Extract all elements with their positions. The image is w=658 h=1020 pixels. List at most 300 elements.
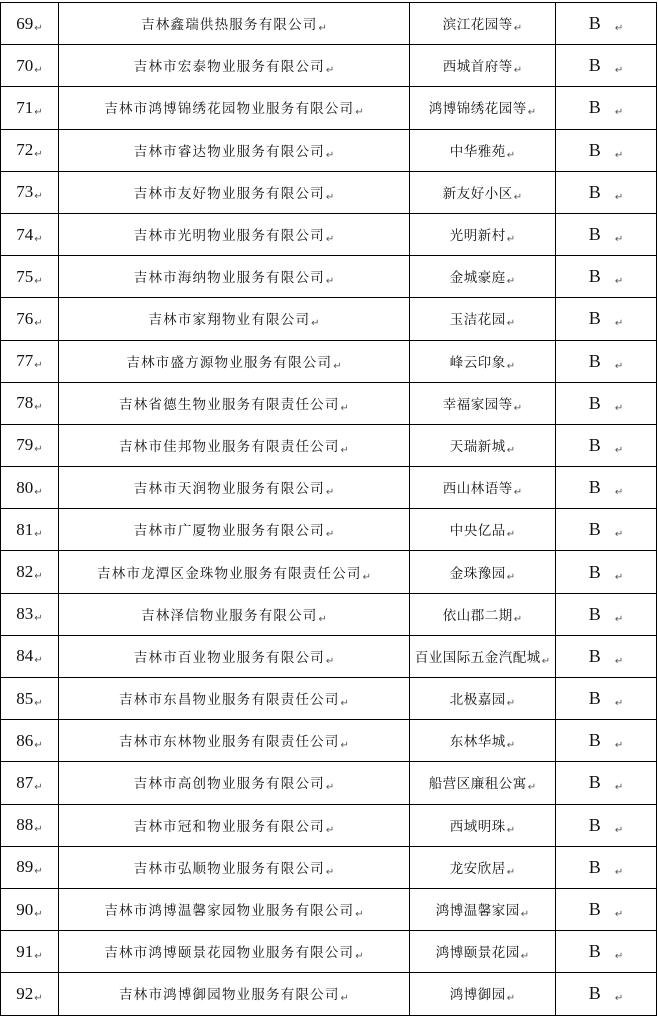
table-row [1, 846, 657, 888]
paragraph-mark-icon: ↵ [506, 866, 516, 878]
project-name-cell [410, 762, 556, 804]
paragraph-mark-icon: ↵ [520, 909, 530, 921]
grade-text-wrap [589, 604, 623, 625]
grade-text: B [588, 55, 601, 76]
row-number-text-wrap [16, 562, 42, 581]
grade-text: B [588, 181, 601, 202]
row-number-text-wrap [16, 435, 42, 454]
company-name-cell [59, 213, 410, 255]
company-name-text: 吉林市佳邦物业服务有限责任公司 [119, 438, 340, 455]
row-number-text-wrap [16, 689, 42, 708]
grade-text: B [588, 688, 601, 709]
grade-text-wrap [589, 13, 623, 34]
table-row [1, 382, 657, 424]
paragraph-mark-icon: ↵ [614, 487, 624, 499]
project-name-cell [410, 888, 556, 930]
project-name-text: 玉洁花园 [449, 312, 506, 329]
row-number-cell [1, 804, 59, 846]
paragraph-mark-icon: ↵ [34, 275, 43, 287]
company-name-cell [59, 129, 410, 171]
grade-text-wrap [589, 140, 623, 161]
row-number-text: 86 [16, 730, 34, 750]
grade-text: B [588, 266, 601, 287]
paragraph-mark-icon: ↵ [34, 22, 43, 34]
grade-text-wrap [589, 899, 623, 920]
project-name-cell [410, 3, 556, 45]
grade-text-wrap [589, 351, 623, 372]
row-number-cell [1, 424, 59, 466]
company-name-text: 吉林市鸿博颐景花园物业服务有限公司 [104, 945, 355, 962]
table-body [1, 3, 657, 1016]
grade-text: B [588, 477, 601, 498]
grade-text: B [588, 603, 601, 624]
project-name-cell [410, 256, 556, 298]
row-number-cell [1, 846, 59, 888]
paragraph-mark-icon: ↵ [520, 951, 530, 963]
row-number-text: 90 [16, 899, 34, 919]
table-row [1, 424, 657, 466]
paragraph-mark-icon: ↵ [34, 106, 43, 118]
paragraph-mark-icon: ↵ [34, 908, 43, 920]
table-row [1, 3, 657, 45]
paragraph-mark-icon: ↵ [506, 234, 516, 246]
company-name-cell [59, 762, 410, 804]
row-number-text-wrap [16, 140, 42, 159]
paragraph-mark-icon: ↵ [513, 487, 523, 499]
paragraph-mark-icon: ↵ [506, 698, 516, 710]
grade-text: B [588, 97, 601, 118]
paragraph-mark-icon: ↵ [506, 360, 516, 372]
paragraph-mark-icon: ↵ [614, 23, 624, 35]
paragraph-mark-icon: ↵ [325, 149, 335, 161]
paragraph-mark-icon: ↵ [506, 276, 516, 288]
company-name-text: 吉林市天润物业服务有限公司 [133, 481, 325, 498]
project-name-text-wrap [436, 945, 529, 961]
row-number-text: 81 [16, 519, 34, 539]
row-number-text: 77 [16, 351, 34, 371]
project-name-cell [410, 340, 556, 382]
row-number-cell [1, 593, 59, 635]
grade-text-wrap [589, 983, 623, 1004]
project-name-text-wrap [443, 397, 522, 413]
paragraph-mark-icon: ↵ [34, 486, 43, 498]
row-number-text: 74 [16, 224, 34, 244]
project-name-cell [410, 129, 556, 171]
table-row [1, 509, 657, 551]
grade-cell [556, 720, 657, 762]
row-number-cell [1, 129, 59, 171]
paragraph-mark-icon: ↵ [333, 360, 342, 372]
project-name-text-wrap [450, 987, 515, 1003]
project-name-cell [410, 467, 556, 509]
paragraph-mark-icon: ↵ [325, 234, 335, 246]
paragraph-mark-icon: ↵ [34, 402, 43, 414]
company-name-cell [59, 3, 410, 45]
paragraph-mark-icon: ↵ [34, 697, 43, 709]
project-name-text-wrap [443, 17, 522, 33]
grade-cell [556, 213, 657, 255]
company-name-text-wrap [104, 101, 363, 117]
row-number-text: 91 [16, 941, 34, 961]
row-number-text: 72 [16, 140, 34, 160]
project-name-text: 依山郡二期 [442, 607, 513, 624]
paragraph-mark-icon: ↵ [614, 993, 624, 1005]
project-name-text-wrap [450, 312, 515, 328]
grade-cell [556, 382, 657, 424]
paragraph-mark-icon: ↵ [34, 360, 43, 372]
company-name-text: 吉林市东昌物业服务有限责任公司 [119, 692, 340, 709]
paragraph-mark-icon: ↵ [541, 655, 551, 667]
paragraph-mark-icon: ↵ [340, 993, 349, 1005]
paragraph-mark-icon: ↵ [614, 402, 624, 414]
row-number-text: 70 [16, 55, 34, 75]
project-name-text: 天瑞新城 [449, 438, 506, 455]
row-number-cell [1, 467, 59, 509]
paragraph-mark-icon: ↵ [318, 23, 327, 35]
project-name-cell [410, 973, 556, 1015]
company-name-cell [59, 846, 410, 888]
project-name-text-wrap [415, 650, 550, 666]
row-number-text: 85 [16, 688, 34, 708]
project-name-cell [410, 593, 556, 635]
row-number-text: 89 [16, 857, 34, 877]
project-name-cell [410, 298, 556, 340]
paragraph-mark-icon: ↵ [513, 65, 523, 77]
company-name-text-wrap [119, 692, 349, 708]
row-number-cell [1, 87, 59, 129]
paragraph-mark-icon: ↵ [513, 23, 523, 35]
paragraph-mark-icon: ↵ [34, 824, 43, 836]
company-name-text-wrap [148, 312, 319, 328]
paragraph-mark-icon: ↵ [325, 529, 335, 541]
paragraph-mark-icon: ↵ [506, 529, 516, 541]
project-name-text: 金珠豫园 [449, 565, 506, 582]
company-name-cell [59, 720, 410, 762]
project-name-text-wrap [443, 59, 522, 75]
company-name-text-wrap [134, 523, 335, 539]
company-name-text-wrap [119, 439, 349, 455]
project-name-text: 滨江花园等 [442, 17, 513, 34]
paragraph-mark-icon: ↵ [614, 909, 624, 921]
paragraph-mark-icon: ↵ [506, 824, 516, 836]
grade-cell [556, 635, 657, 677]
project-name-text-wrap [450, 228, 515, 244]
project-name-text-wrap [429, 101, 536, 117]
row-number-cell [1, 931, 59, 973]
row-number-text-wrap [16, 182, 42, 201]
table-row [1, 720, 657, 762]
company-name-text: 吉林市百业物业服务有限公司 [133, 649, 325, 666]
row-number-text: 76 [16, 308, 34, 328]
project-name-text: 西山林语等 [442, 481, 513, 498]
project-name-text-wrap [450, 566, 515, 582]
row-number-cell [1, 298, 59, 340]
paragraph-mark-icon: ↵ [318, 613, 327, 625]
row-number-text-wrap [16, 393, 42, 412]
project-name-cell [410, 551, 556, 593]
company-name-cell [59, 551, 410, 593]
company-name-text: 吉林市盛方源物业服务有限公司 [126, 354, 333, 371]
company-name-text: 吉林市弘顺物业服务有限公司 [133, 860, 325, 877]
company-name-cell [59, 888, 410, 930]
paragraph-mark-icon: ↵ [325, 276, 335, 288]
grade-cell [556, 804, 657, 846]
grade-text-wrap [589, 562, 623, 583]
company-name-text-wrap [119, 987, 349, 1003]
paragraph-mark-icon: ↵ [340, 402, 349, 414]
project-name-text: 百业国际五金汽配城 [414, 649, 541, 666]
company-name-text-wrap [134, 819, 335, 835]
paragraph-mark-icon: ↵ [355, 107, 364, 119]
row-number-text: 73 [16, 182, 34, 202]
company-name-text-wrap [141, 608, 327, 624]
project-name-cell [410, 720, 556, 762]
project-name-cell [410, 635, 556, 677]
row-number-text: 82 [16, 562, 34, 582]
paragraph-mark-icon: ↵ [355, 909, 364, 921]
project-name-cell [410, 87, 556, 129]
row-number-text-wrap [16, 14, 42, 33]
project-name-cell [410, 509, 556, 551]
company-name-cell [59, 931, 410, 973]
row-number-cell [1, 213, 59, 255]
table-row [1, 129, 657, 171]
company-name-cell [59, 467, 410, 509]
grade-cell [556, 171, 657, 213]
row-number-text: 75 [16, 266, 34, 286]
table-row [1, 804, 657, 846]
grade-text-wrap [589, 772, 623, 793]
row-number-cell [1, 635, 59, 677]
table-row [1, 593, 657, 635]
grade-cell [556, 298, 657, 340]
paragraph-mark-icon: ↵ [340, 444, 349, 456]
grade-text-wrap [589, 519, 623, 540]
table-row [1, 298, 657, 340]
grade-text-wrap [589, 477, 623, 498]
paragraph-mark-icon: ↵ [506, 149, 516, 161]
project-name-text-wrap [443, 186, 522, 202]
paragraph-mark-icon: ↵ [506, 444, 516, 456]
grade-text-wrap [589, 266, 623, 287]
paragraph-mark-icon: ↵ [325, 866, 335, 878]
paragraph-mark-icon: ↵ [614, 149, 624, 161]
project-name-text-wrap [450, 355, 515, 371]
paragraph-mark-icon: ↵ [34, 233, 43, 245]
table-row [1, 931, 657, 973]
grade-text: B [588, 941, 601, 962]
paragraph-mark-icon: ↵ [614, 740, 624, 752]
company-name-text: 吉林鑫瑞供热服务有限公司 [141, 17, 318, 34]
paragraph-mark-icon: ↵ [506, 571, 516, 583]
grade-text-wrap [589, 182, 623, 203]
grade-text: B [588, 434, 601, 455]
row-number-cell [1, 551, 59, 593]
paragraph-mark-icon: ↵ [34, 149, 43, 161]
project-name-text: 金城豪庭 [449, 270, 506, 287]
company-name-cell [59, 45, 410, 87]
project-name-cell [410, 171, 556, 213]
grade-text-wrap [589, 435, 623, 456]
row-number-text-wrap [16, 857, 42, 876]
row-number-cell [1, 720, 59, 762]
grade-text-wrap [589, 55, 623, 76]
property-company-rating-table [0, 2, 657, 1016]
paragraph-mark-icon: ↵ [340, 740, 349, 752]
grade-text-wrap [589, 730, 623, 751]
paragraph-mark-icon: ↵ [614, 613, 624, 625]
project-name-cell [410, 931, 556, 973]
company-name-text-wrap [97, 566, 371, 582]
grade-text-wrap [589, 941, 623, 962]
grade-cell [556, 678, 657, 720]
row-number-cell [1, 3, 59, 45]
row-number-text-wrap [16, 604, 42, 623]
company-name-text-wrap [134, 861, 335, 877]
company-name-cell [59, 424, 410, 466]
project-name-text-wrap [450, 819, 515, 835]
paragraph-mark-icon: ↵ [614, 360, 624, 372]
grade-text: B [588, 224, 601, 245]
paragraph-mark-icon: ↵ [614, 234, 624, 246]
project-name-text: 西城首府等 [442, 59, 513, 76]
company-name-text: 吉林市龙潭区金珠物业服务有限责任公司 [97, 565, 362, 582]
row-number-cell [1, 888, 59, 930]
company-name-text: 吉林泽信物业服务有限公司 [141, 607, 318, 624]
paragraph-mark-icon: ↵ [614, 571, 624, 583]
paragraph-mark-icon: ↵ [34, 866, 43, 878]
grade-text-wrap [589, 308, 623, 329]
grade-text-wrap [589, 815, 623, 836]
company-name-text: 吉林市鸿博温馨家园物业服务有限公司 [104, 903, 355, 920]
table-row [1, 762, 657, 804]
row-number-cell [1, 973, 59, 1015]
row-number-text-wrap [16, 267, 42, 286]
project-name-text: 鸿博御园 [449, 987, 506, 1004]
row-number-cell [1, 340, 59, 382]
row-number-cell [1, 256, 59, 298]
grade-cell [556, 129, 657, 171]
project-name-text-wrap [450, 734, 515, 750]
paragraph-mark-icon: ↵ [614, 529, 624, 541]
paragraph-mark-icon: ↵ [527, 782, 537, 794]
company-name-text: 吉林市冠和物业服务有限公司 [133, 818, 325, 835]
project-name-text: 新友好小区 [442, 185, 513, 202]
grade-text: B [588, 561, 601, 582]
row-number-text-wrap [16, 520, 42, 539]
company-name-text: 吉林市鸿博御园物业服务有限公司 [119, 987, 340, 1004]
row-number-text-wrap [16, 225, 42, 244]
paragraph-mark-icon: ↵ [34, 613, 43, 625]
paragraph-mark-icon: ↵ [614, 866, 624, 878]
paragraph-mark-icon: ↵ [355, 951, 364, 963]
paragraph-mark-icon: ↵ [513, 191, 523, 203]
table-row [1, 171, 657, 213]
project-name-text-wrap [443, 608, 522, 624]
paragraph-mark-icon: ↵ [614, 318, 624, 330]
paragraph-mark-icon: ↵ [34, 444, 43, 456]
project-name-cell [410, 45, 556, 87]
row-number-text-wrap [16, 942, 42, 961]
paragraph-mark-icon: ↵ [614, 782, 624, 794]
grade-cell [556, 509, 657, 551]
project-name-cell [410, 678, 556, 720]
grade-text-wrap [589, 224, 623, 245]
company-name-cell [59, 382, 410, 424]
paragraph-mark-icon: ↵ [34, 571, 43, 583]
table-row [1, 888, 657, 930]
grade-cell [556, 973, 657, 1015]
paragraph-mark-icon: ↵ [614, 191, 624, 203]
row-number-cell [1, 678, 59, 720]
table-row [1, 213, 657, 255]
paragraph-mark-icon: ↵ [506, 740, 516, 752]
row-number-text-wrap [16, 478, 42, 497]
paragraph-mark-icon: ↵ [311, 318, 320, 330]
row-number-text: 78 [16, 393, 34, 413]
row-number-text: 69 [16, 13, 34, 33]
paragraph-mark-icon: ↵ [34, 528, 43, 540]
company-name-text: 吉林市睿达物业服务有限公司 [133, 143, 325, 160]
paragraph-mark-icon: ↵ [34, 317, 43, 329]
company-name-text-wrap [126, 355, 341, 371]
row-number-text-wrap [16, 646, 42, 665]
paragraph-mark-icon: ↵ [614, 655, 624, 667]
project-name-text: 鸿博温馨家园 [435, 903, 520, 920]
paragraph-mark-icon: ↵ [325, 655, 335, 667]
table-row [1, 678, 657, 720]
row-number-cell [1, 45, 59, 87]
company-name-text-wrap [119, 734, 349, 750]
project-name-text: 中华雅苑 [449, 143, 506, 160]
grade-text: B [588, 350, 601, 371]
grade-text: B [588, 730, 601, 751]
row-number-cell [1, 509, 59, 551]
company-name-cell [59, 973, 410, 1015]
paragraph-mark-icon: ↵ [325, 487, 335, 499]
project-name-cell [410, 846, 556, 888]
table-row [1, 551, 657, 593]
company-name-cell [59, 171, 410, 213]
company-name-cell [59, 635, 410, 677]
paragraph-mark-icon: ↵ [325, 65, 335, 77]
grade-text: B [588, 814, 601, 835]
paragraph-mark-icon: ↵ [34, 950, 43, 962]
company-name-text-wrap [119, 397, 349, 413]
paragraph-mark-icon: ↵ [614, 65, 624, 77]
row-number-text-wrap [16, 900, 42, 919]
project-name-text-wrap [450, 692, 515, 708]
project-name-text: 光明新村 [449, 228, 506, 245]
company-name-text: 吉林市友好物业服务有限公司 [133, 185, 325, 202]
paragraph-mark-icon: ↵ [614, 824, 624, 836]
company-name-text: 吉林市广厦物业服务有限公司 [133, 523, 325, 540]
project-name-text: 峰云印象 [449, 354, 506, 371]
paragraph-mark-icon: ↵ [34, 191, 43, 203]
company-name-text: 吉林市东林物业服务有限责任公司 [119, 734, 340, 751]
company-name-text-wrap [134, 228, 335, 244]
project-name-text: 船营区廉租公寓 [428, 776, 527, 793]
company-name-text-wrap [104, 945, 363, 961]
company-name-text: 吉林市鸿博锦绣花园物业服务有限公司 [104, 101, 355, 118]
company-name-text: 吉林市高创物业服务有限公司 [133, 776, 325, 793]
project-name-text-wrap [450, 270, 515, 286]
project-name-text-wrap [443, 481, 522, 497]
paragraph-mark-icon: ↵ [34, 739, 43, 751]
project-name-text-wrap [450, 523, 515, 539]
paragraph-mark-icon: ↵ [614, 107, 624, 119]
project-name-text: 龙安欣居 [449, 860, 506, 877]
